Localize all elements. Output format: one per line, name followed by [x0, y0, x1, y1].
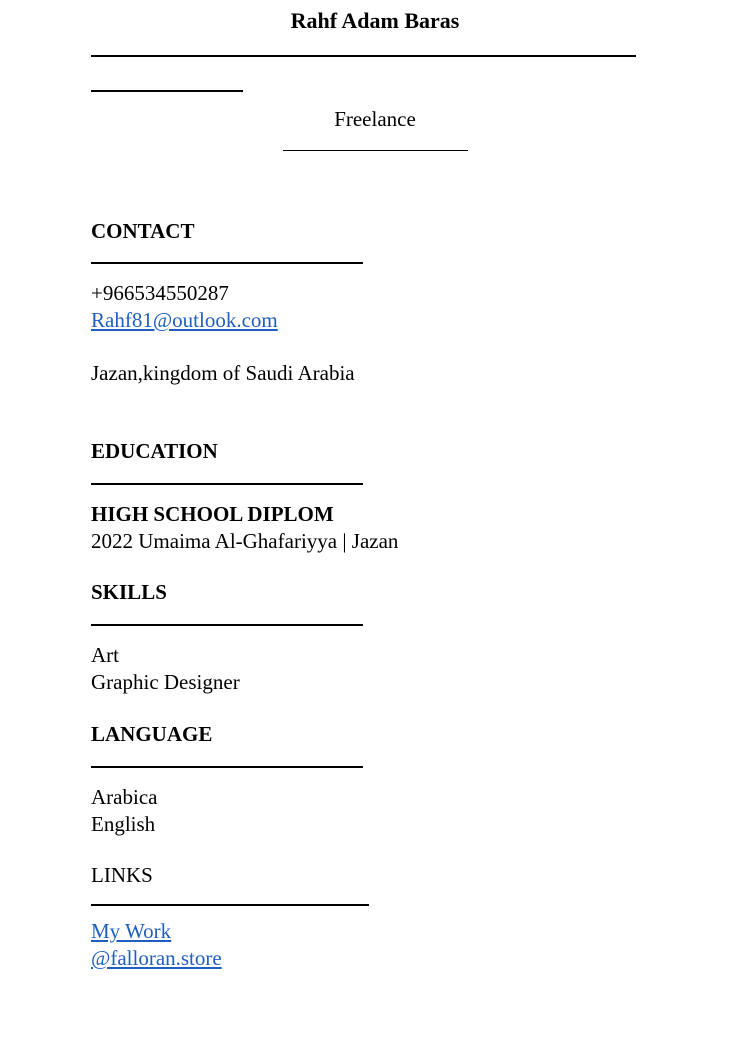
contact-phone: +966534550287 — [91, 281, 229, 305]
education-degree: HIGH SCHOOL DIPLOM — [91, 502, 334, 526]
language-rule — [91, 766, 363, 768]
links-heading: LINKS — [91, 863, 153, 887]
language-item: Arabica — [91, 785, 158, 809]
resume-name: Rahf Adam Baras — [290, 8, 460, 33]
contact-rule — [91, 262, 363, 264]
links-rule — [91, 904, 369, 906]
skill-item: Graphic Designer — [91, 670, 240, 694]
header-rule-long — [91, 55, 636, 57]
header-rule-short — [91, 90, 243, 92]
education-heading: EDUCATION — [91, 439, 218, 463]
education-details: 2022 Umaima Al-Ghafariyya | Jazan — [91, 529, 399, 553]
education-rule — [91, 483, 363, 485]
store-link[interactable]: @falloran.store — [91, 946, 222, 970]
contact-location: Jazan,kingdom of Saudi Arabia — [91, 361, 355, 385]
skill-item: Art — [91, 643, 119, 667]
my-work-link[interactable]: My Work — [91, 919, 172, 943]
language-item: English — [91, 812, 156, 836]
skills-rule — [91, 624, 363, 626]
subtitle-rule — [283, 150, 468, 151]
resume-subtitle: Freelance — [334, 107, 416, 131]
contact-heading: CONTACT — [91, 219, 195, 243]
skills-heading: SKILLS — [91, 580, 167, 604]
contact-email-link[interactable]: Rahf81@outlook.com — [91, 308, 278, 332]
language-heading: LANGUAGE — [91, 722, 213, 746]
